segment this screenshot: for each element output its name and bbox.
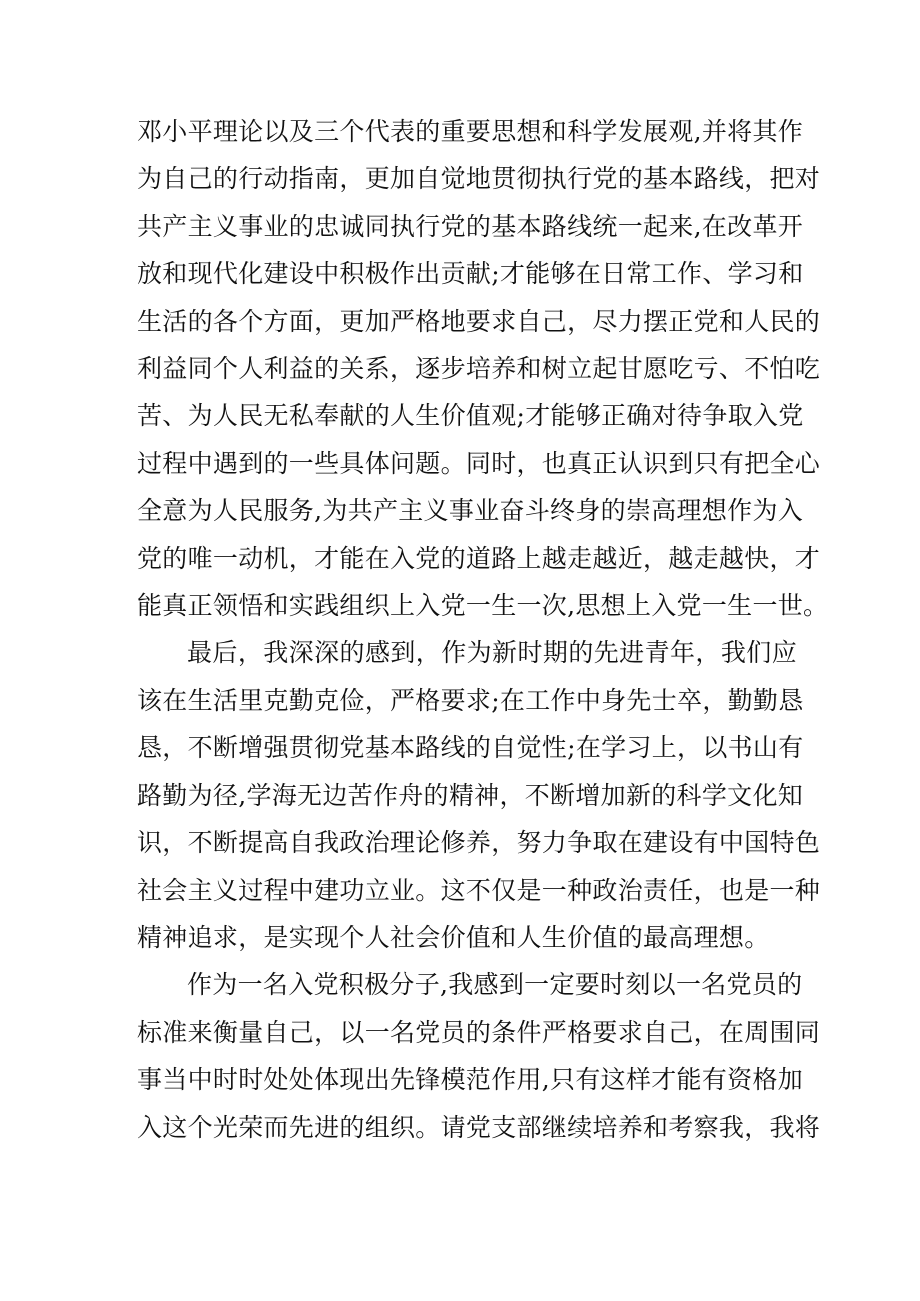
text-line: 全意为人民服务,为共产主义事业奋斗终身的崇高理想作为入: [137, 496, 804, 526]
text-line: 识，不断提高自我政治理论修养，努力争取在建设有中国特色: [137, 828, 821, 858]
text-line: 过程中遇到的一些具体问题。同时，也真正认识到只有把全心: [137, 448, 821, 478]
text-line: 路勤为径,学海无边苦作舟的精神，不断增加新的科学文化知: [137, 780, 804, 810]
body-text: [137, 108, 829, 1151]
text-line: 作为一名入党积极分子,我感到一定要时刻以一名党员的: [187, 970, 803, 1000]
text-line: 共产主义事业的忠诚同执行党的基本路线统一起来,在改革开: [137, 211, 804, 241]
text-line: 放和现代化建设中积极作出贡献;才能够在日常工作、学习和: [137, 259, 804, 289]
text-line: 生活的各个方面，更加严格地要求自己，尽力摆正党和人民的: [137, 306, 821, 336]
text-line: 事当中时时处处体现出先锋模范作用,只有这样才能有资格加: [137, 1065, 804, 1095]
text-line: 党的唯一动机，才能在入党的道路上越走越近，越走越快，才: [137, 543, 821, 573]
text-line: 恳，不断增强贯彻党基本路线的自觉性;在学习上，以书山有: [137, 733, 804, 763]
text-line: 利益同个人利益的关系，逐步培养和树立起甘愿吃亏、不怕吃: [137, 354, 821, 384]
text-line: 最后，我深深的感到，作为新时期的先进青年，我们应: [187, 638, 797, 668]
text-line: 该在生活里克勤克俭，严格要求;在工作中身先士卒，勤勤恳: [137, 685, 804, 715]
text-line: 为自己的行动指南，更加自觉地贯彻执行党的基本路线，把对: [137, 164, 821, 194]
text-line: 标准来衡量自己，以一名党员的条件严格要求自己，在周围同: [137, 1017, 821, 1047]
paragraph-1: [137, 108, 829, 629]
text-line: 精神追求，是实现个人社会价值和人生价值的最高理想。: [137, 922, 770, 952]
paragraph-3: [137, 961, 821, 1151]
text-line: 入这个光荣而先进的组织。请党支部继续培养和考察我，我将: [137, 1112, 821, 1142]
paragraph-2: [137, 629, 821, 961]
text-line: 能真正领悟和实践组织上入党一生一次,思想上入党一生一世。: [137, 591, 829, 621]
text-line: 邓小平理论以及三个代表的重要思想和科学发展观,并将其作: [137, 117, 804, 146]
text-line: 社会主义过程中建功立业。这不仅是一种政治责任，也是一种: [137, 875, 821, 905]
text-line: 苦、为人民无私奉献的人生价值观;才能够正确对待争取入党: [137, 401, 804, 431]
